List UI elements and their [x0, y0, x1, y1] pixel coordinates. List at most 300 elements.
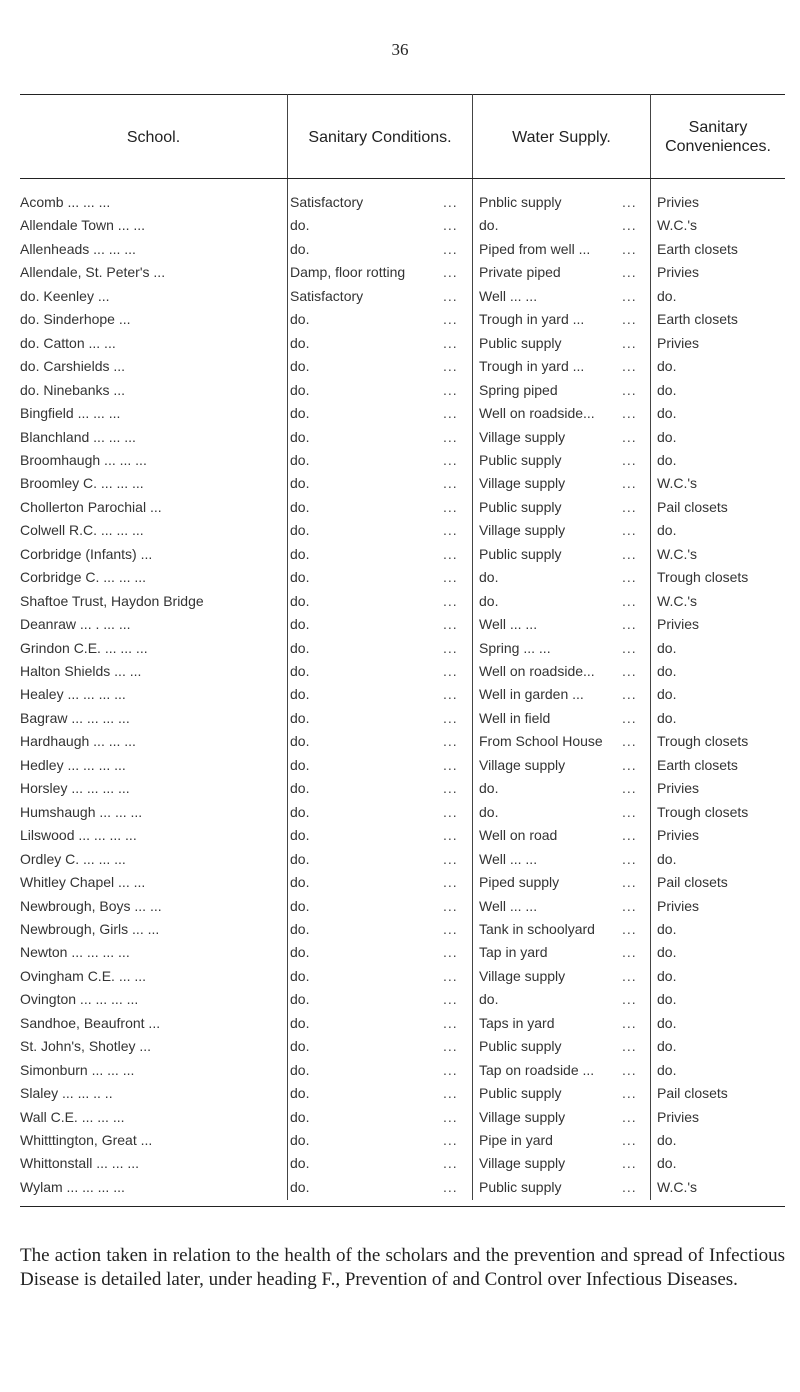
cell-sanitary-condition: do. [290, 311, 310, 328]
cell-school: Healey ... ... ... ... [20, 686, 126, 703]
cell-water-supply: Village supply [479, 756, 566, 773]
cell-water-supply: Spring piped [479, 381, 558, 398]
table-row [20, 778, 785, 799]
cell-school: Corbridge C. ... ... ... [20, 569, 147, 586]
cell-sanitary-condition: do. [290, 944, 310, 961]
cell-school: do. Carshields ... [20, 358, 126, 375]
cell-sanitary-condition: do. [290, 358, 310, 375]
cell-water-supply: Piped from well ... [479, 240, 591, 257]
leader-dots: ... [443, 240, 458, 257]
cell-sanitary-condition: do. [290, 381, 310, 398]
cell-sanitary-condition: do. [290, 827, 310, 844]
cell-school: Simonburn ... ... ... [20, 1061, 135, 1078]
cell-sanitary-convenience: do. [657, 709, 677, 726]
cell-sanitary-convenience: Privies [657, 334, 700, 351]
cell-water-supply: From School House [479, 733, 603, 750]
cell-sanitary-convenience: Trough closets [657, 733, 749, 750]
cell-sanitary-condition: do. [290, 616, 310, 633]
cell-sanitary-condition: do. [290, 1155, 310, 1172]
leader-dots: ... [443, 967, 458, 984]
leader-dots: ... [443, 1061, 458, 1078]
cell-sanitary-condition: do. [290, 686, 310, 703]
cell-school: Whitttington, Great ... [20, 1132, 153, 1148]
cell-sanitary-condition: do. [290, 334, 310, 351]
cell-school: Grindon C.E. ... ... ... [20, 639, 148, 656]
cell-school: Slaley ... ... .. .. [20, 1085, 113, 1102]
leader-dots: ... [443, 358, 458, 375]
leader-dots: ... [622, 1014, 637, 1031]
leader-dots: ... [443, 780, 458, 797]
cell-sanitary-condition: do. [290, 1108, 310, 1125]
table-row [20, 638, 785, 659]
cell-school: Hardhaugh ... ... ... [20, 733, 136, 750]
leader-dots: ... [622, 756, 637, 773]
cell-water-supply: do. [479, 569, 499, 586]
table-row [20, 239, 785, 260]
cell-water-supply: Well on roadside... [479, 663, 595, 679]
table-row [20, 966, 785, 987]
leader-dots: ... [443, 334, 458, 351]
cell-sanitary-convenience: Trough closets [657, 569, 749, 586]
table-row [20, 684, 785, 705]
cell-sanitary-condition: do. [290, 240, 310, 257]
cell-water-supply: Well ... ... [479, 850, 538, 867]
cell-sanitary-condition: do. [290, 1038, 310, 1055]
leader-dots: ... [443, 850, 458, 867]
cell-water-supply: Private piped [479, 264, 561, 281]
cell-sanitary-convenience: Earth closets [657, 756, 738, 773]
table-row [20, 661, 785, 682]
cell-school: Hedley ... ... ... ... [20, 756, 126, 773]
leader-dots: ... [622, 545, 637, 562]
leader-dots: ... [443, 991, 458, 1008]
leader-dots: ... [622, 194, 637, 210]
cell-sanitary-convenience: Privies [657, 780, 700, 797]
cell-school: St. John's, Shotley ... [20, 1038, 152, 1055]
cell-sanitary-convenience: do. [657, 1038, 677, 1055]
leader-dots: ... [443, 194, 458, 210]
cell-water-supply: Village supply [479, 1108, 566, 1125]
cell-water-supply: Well in garden ... [479, 686, 584, 703]
table-row [20, 989, 785, 1010]
cell-sanitary-convenience: do. [657, 1132, 677, 1148]
leader-dots: ... [443, 475, 458, 492]
cell-sanitary-condition: do. [290, 780, 310, 797]
cell-sanitary-convenience: Privies [657, 897, 700, 914]
cell-sanitary-convenience: Privies [657, 827, 700, 844]
cell-sanitary-convenience: do. [657, 850, 677, 867]
leader-dots: ... [622, 405, 637, 422]
cell-school: Newbrough, Girls ... ... [20, 920, 160, 937]
leader-dots: ... [443, 1178, 458, 1195]
cell-water-supply: Village supply [479, 428, 566, 445]
leader-dots: ... [622, 733, 637, 750]
leader-dots: ... [622, 920, 637, 937]
cell-water-supply: Tap in yard [479, 944, 548, 961]
cell-school: Ordley C. ... ... ... [20, 850, 126, 867]
cell-sanitary-condition: Damp, floor rotting [290, 264, 406, 281]
cell-sanitary-convenience: do. [657, 1061, 677, 1078]
cell-sanitary-condition: do. [290, 920, 310, 937]
cell-sanitary-convenience: Privies [657, 194, 700, 210]
cell-water-supply: Taps in yard [479, 1014, 555, 1031]
leader-dots: ... [622, 639, 637, 656]
table-row [20, 520, 785, 541]
cell-school: Shaftoe Trust, Haydon Bridge [20, 592, 204, 609]
cell-sanitary-convenience: do. [657, 358, 677, 375]
cell-sanitary-condition: do. [290, 592, 310, 609]
cell-school: Corbridge (Infants) ... [20, 545, 153, 562]
leader-dots: ... [443, 756, 458, 773]
cell-water-supply: Trough in yard ... [479, 311, 585, 328]
leader-dots: ... [443, 686, 458, 703]
cell-school: do. Keenley ... [20, 287, 110, 304]
leader-dots: ... [622, 287, 637, 304]
leader-dots: ... [622, 991, 637, 1008]
leader-dots: ... [622, 381, 637, 398]
cell-water-supply: Well on roadside... [479, 405, 595, 422]
leader-dots: ... [622, 827, 637, 844]
leader-dots: ... [443, 733, 458, 750]
leader-dots: ... [443, 1085, 458, 1102]
cell-school: Broomhaugh ... ... ... [20, 451, 147, 468]
cell-school: Deanraw ... . ... ... [20, 616, 131, 633]
cell-water-supply: Trough in yard ... [479, 358, 585, 375]
cell-school: Horsley ... ... ... ... [20, 780, 130, 797]
cell-water-supply: do. [479, 780, 499, 797]
table-row [20, 708, 785, 729]
table-row [20, 872, 785, 893]
table-row [20, 497, 785, 518]
cell-sanitary-condition: do. [290, 967, 310, 984]
leader-dots: ... [443, 920, 458, 937]
leader-dots: ... [622, 1038, 637, 1055]
leader-dots: ... [443, 545, 458, 562]
table-row [20, 380, 785, 401]
cell-water-supply: Public supply [479, 1178, 562, 1195]
table-row [20, 802, 785, 823]
cell-sanitary-condition: do. [290, 569, 310, 586]
cell-school: Newton ... ... ... ... [20, 944, 130, 961]
cell-sanitary-convenience: Pail closets [657, 874, 728, 891]
table-bottom-rule [20, 1206, 785, 1207]
cell-school: Sandhoe, Beaufront ... [20, 1014, 161, 1031]
cell-sanitary-condition: do. [290, 639, 310, 656]
cell-school: Chollerton Parochial ... [20, 498, 162, 515]
leader-dots: ... [622, 803, 637, 820]
cell-sanitary-condition: do. [290, 451, 310, 468]
table-row [20, 403, 785, 424]
cell-school: Whittonstall ... ... ... [20, 1155, 140, 1172]
leader-dots: ... [443, 381, 458, 398]
cell-sanitary-convenience: do. [657, 663, 677, 679]
cell-school: Allendale, St. Peter's ... [20, 264, 166, 281]
table-row [20, 215, 785, 236]
leader-dots: ... [622, 967, 637, 984]
table-row [20, 544, 785, 565]
cell-water-supply: do. [479, 991, 499, 1008]
cell-sanitary-convenience: do. [657, 405, 677, 422]
leader-dots: ... [443, 451, 458, 468]
cell-sanitary-condition: do. [290, 850, 310, 867]
cell-school: Whitley Chapel ... ... [20, 874, 146, 891]
leader-dots: ... [622, 264, 637, 281]
cell-water-supply: Public supply [479, 1085, 562, 1102]
page-number: 36 [391, 40, 409, 59]
cell-school: Allendale Town ... ... [20, 217, 146, 234]
cell-sanitary-condition: do. [290, 217, 310, 234]
cell-school: do. Catton ... ... [20, 334, 116, 351]
leader-dots: ... [622, 311, 637, 328]
cell-sanitary-condition: do. [290, 1061, 310, 1078]
leader-dots: ... [622, 850, 637, 867]
table-row [20, 1153, 785, 1174]
table-row [20, 1036, 785, 1057]
header-sanitary-conveniences: Sanitary Conveniences. [665, 119, 771, 155]
cell-school: Bagraw ... ... ... ... [20, 709, 130, 726]
cell-school: Halton Shields ... ... [20, 663, 142, 679]
cell-sanitary-condition: do. [290, 428, 310, 445]
leader-dots: ... [443, 709, 458, 726]
leader-dots: ... [443, 944, 458, 961]
table-row [20, 192, 785, 213]
leader-dots: ... [443, 569, 458, 586]
leader-dots: ... [443, 827, 458, 844]
leader-dots: ... [622, 475, 637, 492]
table-row [20, 356, 785, 377]
cell-sanitary-condition: do. [290, 897, 310, 914]
cell-sanitary-convenience: do. [657, 522, 677, 539]
leader-dots: ... [622, 686, 637, 703]
table-row [20, 333, 785, 354]
leader-dots: ... [622, 1108, 637, 1125]
leader-dots: ... [622, 780, 637, 797]
cell-water-supply: Well on road [479, 827, 558, 844]
cell-sanitary-condition: do. [290, 1085, 310, 1102]
cell-sanitary-convenience: Earth closets [657, 311, 738, 328]
cell-school: Broomley C. ... ... ... [20, 475, 144, 492]
header-rule [20, 178, 785, 179]
cell-water-supply: Well ... ... [479, 616, 538, 633]
cell-sanitary-convenience: W.C.'s [657, 475, 698, 492]
leader-dots: ... [443, 287, 458, 304]
cell-sanitary-condition: do. [290, 663, 310, 679]
table-row [20, 942, 785, 963]
table-row [20, 286, 785, 307]
leader-dots: ... [443, 1132, 458, 1148]
leader-dots: ... [622, 592, 637, 609]
cell-water-supply: Village supply [479, 475, 566, 492]
cell-water-supply: Piped supply [479, 874, 560, 891]
cell-sanitary-convenience: Privies [657, 616, 700, 633]
leader-dots: ... [622, 616, 637, 633]
table-row [20, 755, 785, 776]
leader-dots: ... [443, 897, 458, 914]
leader-dots: ... [443, 874, 458, 891]
table-row [20, 1060, 785, 1081]
cell-sanitary-convenience: Earth closets [657, 240, 738, 257]
cell-sanitary-convenience: do. [657, 920, 677, 937]
cell-water-supply: Village supply [479, 1155, 566, 1172]
cell-sanitary-condition: Satisfactory [290, 194, 364, 210]
cell-school: Colwell R.C. ... ... ... [20, 522, 144, 539]
table-row [20, 1083, 785, 1104]
cell-sanitary-convenience: do. [657, 686, 677, 703]
cell-water-supply: Public supply [479, 498, 562, 515]
cell-water-supply: Well ... ... [479, 897, 538, 914]
leader-dots: ... [443, 1014, 458, 1031]
header-water-supply: Water Supply. [512, 128, 611, 146]
leader-dots: ... [622, 240, 637, 257]
table-row [20, 262, 785, 283]
cell-water-supply: Tank in schoolyard [479, 920, 595, 937]
leader-dots: ... [622, 569, 637, 586]
table-row [20, 614, 785, 635]
cell-sanitary-convenience: W.C.'s [657, 545, 698, 562]
table-row [20, 919, 785, 940]
header-sanitary-conditions: Sanitary Conditions. [308, 128, 452, 146]
table-row [20, 591, 785, 612]
cell-sanitary-condition: Satisfactory [290, 287, 364, 304]
cell-sanitary-condition: do. [290, 475, 310, 492]
leader-dots: ... [443, 1038, 458, 1055]
cell-sanitary-convenience: W.C.'s [657, 217, 698, 234]
cell-water-supply: Tap on roadside ... [479, 1061, 595, 1078]
leader-dots: ... [622, 897, 637, 914]
table-row [20, 309, 785, 330]
cell-water-supply: Village supply [479, 522, 566, 539]
cell-school: do. Sinderhope ... [20, 311, 131, 328]
cell-sanitary-condition: do. [290, 1132, 310, 1148]
header-school: School. [126, 128, 181, 146]
cell-sanitary-convenience: Privies [657, 1108, 700, 1125]
cell-school: Wylam ... ... ... ... [20, 1178, 125, 1195]
leader-dots: ... [622, 1155, 637, 1172]
leader-dots: ... [443, 1155, 458, 1172]
leader-dots: ... [443, 217, 458, 234]
leader-dots: ... [622, 334, 637, 351]
leader-dots: ... [622, 709, 637, 726]
cell-school: Humshaugh ... ... ... [20, 803, 143, 820]
table-row [20, 849, 785, 870]
table-row [20, 896, 785, 917]
leader-dots: ... [622, 522, 637, 539]
cell-school: Bingfield ... ... ... [20, 405, 121, 422]
table-row [20, 1013, 785, 1034]
leader-dots: ... [443, 428, 458, 445]
cell-sanitary-condition: do. [290, 545, 310, 562]
leader-dots: ... [622, 451, 637, 468]
cell-sanitary-convenience: do. [657, 944, 677, 961]
table-row [20, 473, 785, 494]
cell-sanitary-convenience: do. [657, 967, 677, 984]
cell-school: Lilswood ... ... ... ... [20, 827, 137, 844]
table-row [20, 731, 785, 752]
cell-water-supply: Public supply [479, 1038, 562, 1055]
leader-dots: ... [622, 663, 637, 679]
table-row [20, 1177, 785, 1198]
leader-dots: ... [443, 522, 458, 539]
cell-sanitary-convenience: W.C.'s [657, 1178, 698, 1195]
leader-dots: ... [443, 405, 458, 422]
cell-school: Ovington ... ... ... ... [20, 991, 139, 1008]
leader-dots: ... [622, 1061, 637, 1078]
leader-dots: ... [443, 592, 458, 609]
cell-sanitary-condition: do. [290, 874, 310, 891]
leader-dots: ... [443, 616, 458, 633]
cell-sanitary-condition: do. [290, 756, 310, 773]
cell-sanitary-convenience: do. [657, 639, 677, 656]
table-row [20, 567, 785, 588]
cell-sanitary-convenience: do. [657, 1014, 677, 1031]
leader-dots: ... [622, 217, 637, 234]
cell-water-supply: Pipe in yard [479, 1132, 553, 1148]
leader-dots: ... [622, 944, 637, 961]
cell-sanitary-condition: do. [290, 991, 310, 1008]
cell-sanitary-convenience: do. [657, 1155, 677, 1172]
cell-sanitary-condition: do. [290, 522, 310, 539]
leader-dots: ... [622, 498, 637, 515]
cell-school: Ovingham C.E. ... ... [20, 967, 147, 984]
cell-water-supply: Well ... ... [479, 287, 538, 304]
cell-water-supply: Public supply [479, 545, 562, 562]
table-top-rule [20, 94, 785, 95]
cell-water-supply: do. [479, 592, 499, 609]
leader-dots: ... [622, 358, 637, 375]
cell-water-supply: Public supply [479, 334, 562, 351]
cell-school: Newbrough, Boys ... ... [20, 897, 162, 914]
cell-water-supply: do. [479, 803, 499, 820]
cell-sanitary-convenience: Privies [657, 264, 700, 281]
leader-dots: ... [622, 1178, 637, 1195]
cell-sanitary-condition: do. [290, 498, 310, 515]
leader-dots: ... [443, 1108, 458, 1125]
table-row [20, 825, 785, 846]
leader-dots: ... [622, 874, 637, 891]
cell-school: do. Ninebanks ... [20, 381, 126, 398]
cell-school: Wall C.E. ... ... ... [20, 1108, 125, 1125]
cell-water-supply: do. [479, 217, 499, 234]
leader-dots: ... [622, 1132, 637, 1148]
cell-sanitary-convenience: Trough closets [657, 803, 749, 820]
cell-sanitary-convenience: do. [657, 991, 677, 1008]
table-row [20, 1107, 785, 1128]
table-row [20, 450, 785, 471]
cell-school: Blanchland ... ... ... [20, 428, 136, 445]
leader-dots: ... [443, 639, 458, 656]
cell-water-supply: Spring ... ... [479, 639, 551, 656]
leader-dots: ... [622, 428, 637, 445]
cell-water-supply: Village supply [479, 967, 566, 984]
cell-sanitary-condition: do. [290, 803, 310, 820]
cell-sanitary-convenience: do. [657, 287, 677, 304]
leader-dots: ... [443, 663, 458, 679]
leader-dots: ... [622, 1085, 637, 1102]
cell-sanitary-convenience: do. [657, 381, 677, 398]
leader-dots: ... [443, 311, 458, 328]
cell-sanitary-convenience: Pail closets [657, 1085, 728, 1102]
cell-sanitary-condition: do. [290, 405, 310, 422]
cell-sanitary-convenience: do. [657, 428, 677, 445]
cell-school: Acomb ... ... ... [20, 194, 111, 210]
table-row [20, 1130, 785, 1151]
cell-water-supply: Pnblic supply [479, 194, 562, 210]
footer-paragraph: The action taken in relation to the health of the scholars and the prevention and spread of Infectious Disease is detailed later, under heading F., Prevention of and Control over Infectious Diseases. [20, 1245, 785, 1290]
cell-sanitary-convenience: do. [657, 451, 677, 468]
leader-dots: ... [443, 803, 458, 820]
cell-sanitary-convenience: Pail closets [657, 498, 728, 515]
cell-sanitary-convenience: W.C.'s [657, 592, 698, 609]
